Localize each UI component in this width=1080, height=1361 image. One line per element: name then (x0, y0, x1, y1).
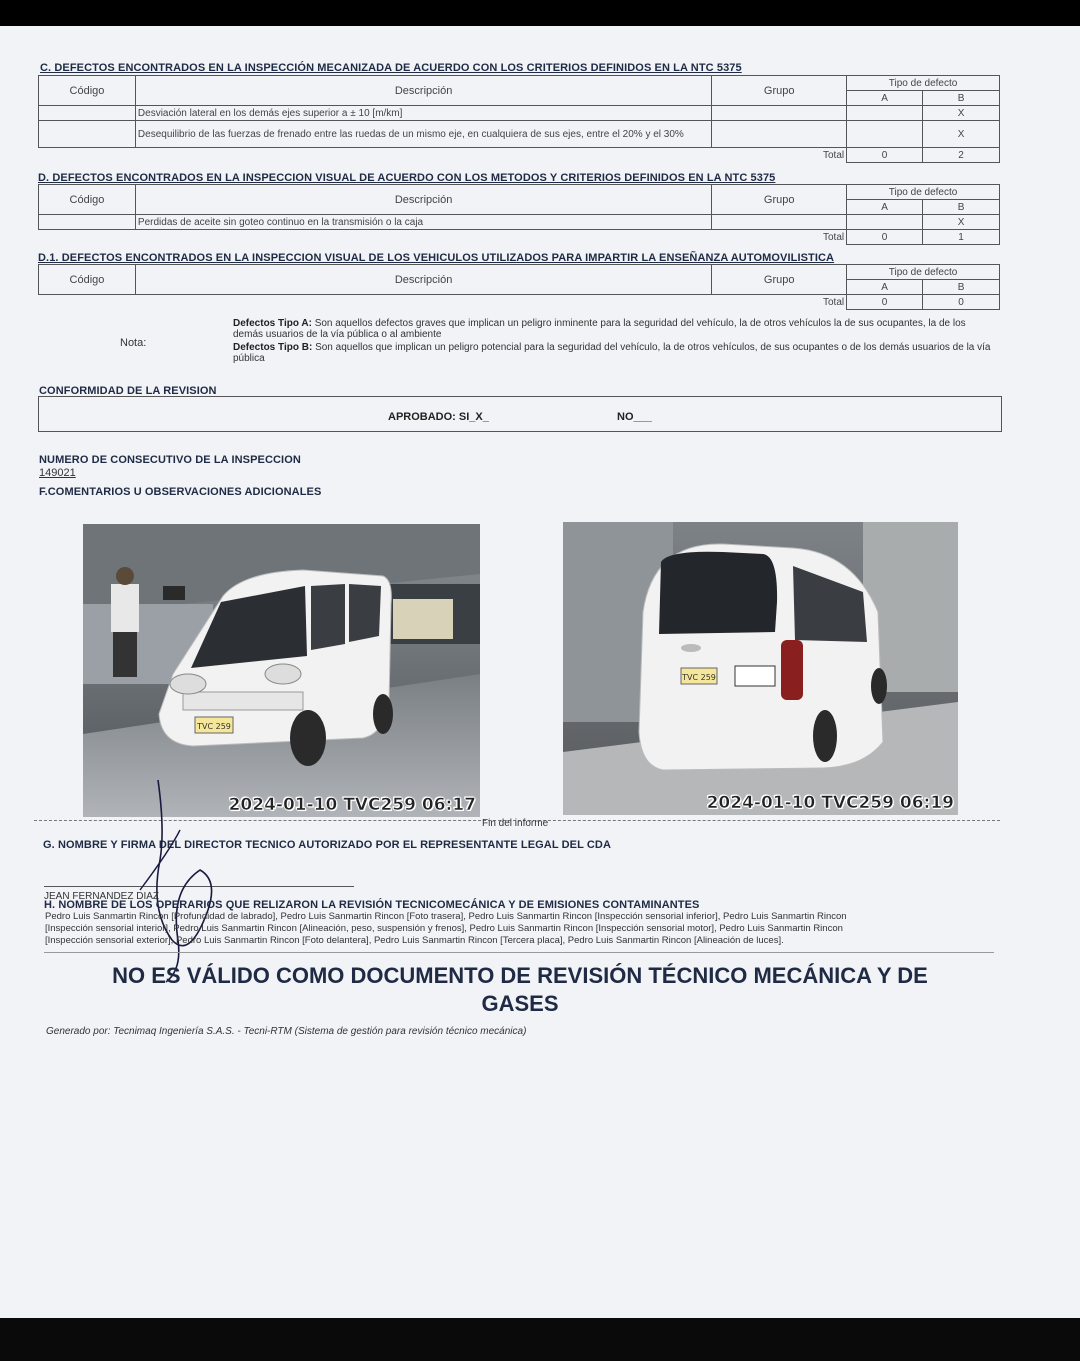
director-title: G. NOMBRE Y FIRMA DEL DIRECTOR TECNICO AUTORIZADO POR EL REPRESENTANTE LEGAL DEL CDA (43, 839, 612, 851)
header-codigo: Código (39, 76, 136, 106)
table-row (39, 121, 1000, 148)
invalid-document-warning: NO ES VÁLIDO COMO DOCUMENTO DE REVISIÓN TÉCNICO MECÁNICA Y DE GASES (112, 963, 928, 1016)
header-grupo: Grupo (712, 76, 847, 106)
aprobado-si: APROBADO: SI_X_ (388, 411, 489, 423)
director-name: JEAN FERNANDEZ DIAZ (44, 891, 160, 902)
row-description: Desviación lateral en los demás ejes superior a ± 10 [m/km] (135, 106, 711, 121)
table-row (39, 106, 1000, 121)
header-a: A (847, 91, 923, 106)
operarios-line-3: [Inspección sensorial exterior], Pedro Luis Sanmartin Rincon [Foto delantera], Pedro Luis Sanmartin Rincon [Tercera placa], Pedro Luis Sanmartin Rincon [Alineación de luces]. (45, 935, 784, 946)
comentarios-title: F.COMENTARIOS U OBSERVACIONES ADICIONALES (39, 486, 322, 498)
operarios-line-1: Pedro Luis Sanmartin Rincon [Profundidad de labrado], Pedro Luis Sanmartin Rincon [Foto trasera], Pedro Luis Sanmartin Rincon [Inspección sensorial inferior], Pedro Luis Sanmartin Rincon (45, 911, 847, 922)
section-d-table (38, 184, 1000, 245)
screen-bottom-bar (0, 1318, 1080, 1361)
conformidad-title: CONFORMIDAD DE LA REVISION (39, 385, 217, 397)
nota-label: Nota: (120, 337, 147, 349)
total-b: 2 (923, 148, 1000, 163)
header-grupo: Grupo (712, 265, 847, 295)
section-c-table (38, 75, 1000, 163)
header-tipo-defecto: Tipo de defecto (847, 265, 1000, 280)
operarios-line-2: [Inspección sensorial interior], Pedro Luis Sanmartin Rincon [Alineación, peso, suspensión y frenos], Pedro Luis Sanmartin Rincon [Inspección sensorial motor], Pedro Luis Sanmartin Rincon (45, 923, 843, 934)
header-tipo-defecto: Tipo de defecto (847, 76, 1000, 91)
total-a: 0 (847, 148, 923, 163)
header-a: A (847, 200, 923, 215)
section-d1-title: D.1. DEFECTOS ENCONTRADOS EN LA INSPECCION VISUAL DE LOS VEHICULOS UTILIZADOS PARA IMPARTIR LA ENSEÑANZA AUTOMOVILISTICA (38, 252, 835, 264)
header-b: B (923, 200, 1000, 215)
row-description: Desequilibrio de las fuerzas de frenado entre las ruedas de un mismo eje, en cualquiera de sus ejes, entre el 20% y el 30% (135, 121, 711, 148)
section-c-title: C. DEFECTOS ENCONTRADOS EN LA INSPECCIÓN MECANIZADA DE ACUERDO CON LOS CRITERIOS DEFINIDOS EN LA NTC 5375 (40, 62, 742, 74)
total-b: 0 (923, 295, 1000, 310)
header-b: B (923, 91, 1000, 106)
nota-tipo-a: Defectos Tipo A: Son aquellos defectos graves que implican un peligro inminente para la seguridad del vehículo, la de otros vehículos la de sus ocupantes, la de los demás usuarios de la vía pública o al ambiente (233, 318, 966, 340)
consecutivo-value: 149021 (39, 467, 76, 479)
consecutivo-title: NUMERO DE CONSECUTIVO DE LA INSPECCION (39, 454, 301, 466)
operarios-title: H. NOMBRE DE LOS OPERARIOS QUE RELIZARON LA REVISIÓN TECNICOMECÁNICA Y DE EMISIONES CONTAMINANTES (44, 899, 700, 911)
total-label: Total (39, 148, 847, 163)
header-a: A (847, 280, 923, 295)
generated-by: Generado por: Tecnimaq Ingeniería S.A.S. - Tecni-RTM (Sistema de gestión para revisión técnico mecánica) (46, 1026, 527, 1037)
total-label: Total (39, 295, 847, 310)
conformidad-box (38, 396, 1002, 432)
total-a: 0 (847, 230, 923, 245)
rear-plate: TVC 259 (682, 673, 716, 682)
header-codigo: Código (39, 265, 136, 295)
total-a: 0 (847, 295, 923, 310)
row-description: Perdidas de aceite sin goteo continuo en la transmisión o la caja (135, 215, 711, 230)
photo-rear-stamp: 2024-01-10 TVC259 06:19 (706, 793, 954, 813)
header-codigo: Código (39, 185, 136, 215)
nota-tipo-b: Defectos Tipo B: Son aquellos que implican un peligro potencial para la seguridad del vehículo, la de otros vehículos, de sus ocupantes o de los demás usuarios de la vía pública (233, 342, 991, 364)
photo-rear-image (563, 522, 958, 815)
vehicle-photo-rear (563, 522, 958, 815)
header-descripcion: Descripción (135, 76, 711, 106)
header-descripcion: Descripción (135, 185, 711, 215)
section-d-title: D. DEFECTOS ENCONTRADOS EN LA INSPECCION VISUAL DE ACUERDO CON LOS METODOS Y CRITERIOS DEFINIDOS EN LA NTC 5375 (38, 172, 776, 184)
header-grupo: Grupo (712, 185, 847, 215)
header-b: B (923, 280, 1000, 295)
total-b: 1 (923, 230, 1000, 245)
aprobado-no: NO___ (617, 411, 652, 423)
front-plate: TVC 259 (197, 722, 231, 731)
header-tipo-defecto: Tipo de defecto (847, 185, 1000, 200)
director-signature (130, 770, 240, 990)
photo-front-stamp: 2024-01-10 TVC259 06:17 (228, 795, 476, 815)
row-mark-b: X (923, 215, 1000, 230)
row-mark-b: X (923, 121, 1000, 148)
total-label: Total (39, 230, 847, 245)
fin-informe: Fin del informe (482, 818, 549, 829)
operarios-divider (44, 952, 994, 953)
row-mark-b: X (923, 106, 1000, 121)
header-descripcion: Descripción (135, 265, 711, 295)
table-row (39, 215, 1000, 230)
section-d1-table (38, 264, 1000, 310)
